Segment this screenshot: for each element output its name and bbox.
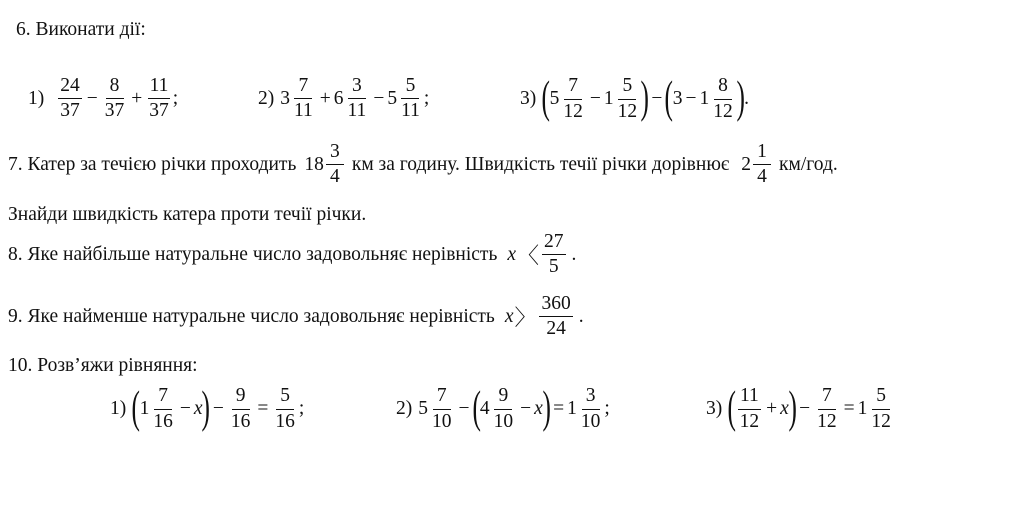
- task7-text: 7. Катер за течією річки проходить: [8, 153, 297, 175]
- variable: x: [504, 305, 514, 327]
- paren: ): [788, 381, 797, 432]
- task7-line2: Знайди швидкість катера проти течії річки.: [8, 204, 367, 225]
- whole: 1: [857, 398, 868, 419]
- equals: =: [843, 398, 855, 419]
- paren: (: [727, 381, 737, 432]
- paren: (: [131, 381, 141, 432]
- task9-line: [8, 294, 584, 340]
- item-label: 3): [520, 88, 537, 109]
- whole: 18: [304, 153, 324, 175]
- task6-expr3: [520, 71, 749, 122]
- whole: 5: [387, 87, 398, 109]
- task6-expr1: [28, 76, 178, 122]
- operator: −: [179, 398, 191, 419]
- paren: ): [640, 71, 649, 122]
- fraction: $\frac{5}{12}$: [871, 385, 891, 432]
- whole: 3: [280, 87, 290, 109]
- inequality-sign: 〉: [514, 305, 537, 331]
- fraction: $\frac{11}{12}$: [739, 385, 760, 432]
- fraction: $\frac{27}{5}$: [544, 231, 564, 278]
- operator: −: [799, 398, 811, 419]
- punct: .: [571, 243, 577, 265]
- fraction: $\frac{9}{16}$: [230, 385, 251, 432]
- fraction: $\frac{7}{12}$: [563, 75, 583, 122]
- fraction: $\frac{24}{37}$: [60, 75, 80, 122]
- item-label: 3): [706, 398, 723, 419]
- task8-line: [8, 232, 576, 278]
- whole: 6: [333, 87, 344, 109]
- whole: 3: [672, 88, 683, 109]
- task10-eq3: [706, 381, 895, 432]
- operator: −: [520, 398, 532, 419]
- variable: x: [507, 243, 516, 265]
- task7-line1: [8, 142, 838, 188]
- item-label: 1): [28, 87, 45, 109]
- fraction: $\frac{7}{11}$: [294, 75, 313, 122]
- whole: 1: [699, 88, 710, 109]
- equals: =: [257, 398, 269, 419]
- punct: ;: [298, 398, 305, 419]
- variable: x: [534, 398, 543, 419]
- operator: +: [131, 87, 143, 109]
- punct: .: [744, 88, 749, 109]
- fraction: $\frac{11}{37}$: [149, 75, 169, 122]
- fraction: $\frac{5}{11}$: [401, 75, 420, 122]
- paren: ): [542, 381, 551, 432]
- whole: 1: [567, 398, 577, 419]
- fraction: $\frac{7}{12}$: [817, 385, 837, 432]
- operator: −: [589, 88, 601, 109]
- equals: =: [553, 398, 565, 419]
- fraction: $\frac{8}{12}$: [713, 75, 733, 122]
- fraction: $\frac{7}{10}$: [432, 385, 452, 432]
- punct: ;: [604, 398, 610, 419]
- operator: −: [212, 398, 224, 419]
- whole: 1: [603, 88, 614, 109]
- fraction: $\frac{5}{16}$: [275, 385, 295, 432]
- task10-eq1: [110, 381, 305, 432]
- operator: −: [685, 88, 697, 109]
- item-label: 2): [396, 398, 413, 419]
- paren: (: [471, 381, 481, 432]
- task6-header: 6. Виконати дії:: [16, 19, 146, 40]
- whole: 1: [139, 398, 150, 419]
- variable: x: [780, 398, 789, 419]
- punct: ;: [172, 87, 179, 109]
- paren: (: [541, 71, 551, 122]
- task10-header: 10. Розв’яжи рівняння:: [8, 355, 198, 376]
- punct: ;: [423, 87, 430, 109]
- whole: 2: [741, 153, 752, 175]
- item-label: 1): [110, 398, 127, 419]
- inequality-sign: 〈: [517, 243, 540, 269]
- task8-text: 8. Яке найбільше натуральне число задовольняє нерівність: [8, 243, 498, 265]
- fraction: $\frac{3}{10}$: [580, 385, 601, 432]
- item-label: 2): [258, 87, 275, 109]
- whole: 5: [549, 88, 560, 109]
- task6-expr2: [258, 76, 429, 122]
- task7-text: км/год.: [779, 153, 838, 175]
- fraction: $\frac{360}{24}$: [541, 293, 571, 340]
- fraction: $\frac{8}{37}$: [104, 75, 125, 122]
- fraction: $\frac{3}{11}$: [347, 75, 367, 122]
- paren: ): [201, 381, 211, 432]
- operator: −: [86, 87, 98, 109]
- task7-text: км за годину. Швидкість течії річки дорівнює: [351, 153, 730, 175]
- operator: +: [319, 87, 331, 109]
- task10-eq2: [396, 381, 610, 432]
- fraction: $\frac{5}{12}$: [617, 75, 638, 122]
- paren: (: [664, 71, 674, 122]
- variable: x: [193, 398, 203, 419]
- fraction: $\frac{3}{4}$: [326, 142, 344, 188]
- fraction: $\frac{1}{4}$: [753, 142, 771, 188]
- operator: −: [651, 88, 663, 109]
- operator: −: [458, 398, 470, 419]
- task9-text: 9. Яке найменше натуральне число задовольняє нерівність: [8, 305, 495, 327]
- operator: −: [373, 87, 385, 109]
- operator: +: [766, 398, 778, 419]
- punct: .: [578, 305, 584, 327]
- whole: 5: [418, 398, 428, 419]
- whole: 4: [479, 398, 490, 419]
- fraction: $\frac{7}{16}$: [153, 385, 173, 432]
- fraction: $\frac{9}{10}$: [493, 385, 514, 432]
- paren: ): [736, 71, 745, 122]
